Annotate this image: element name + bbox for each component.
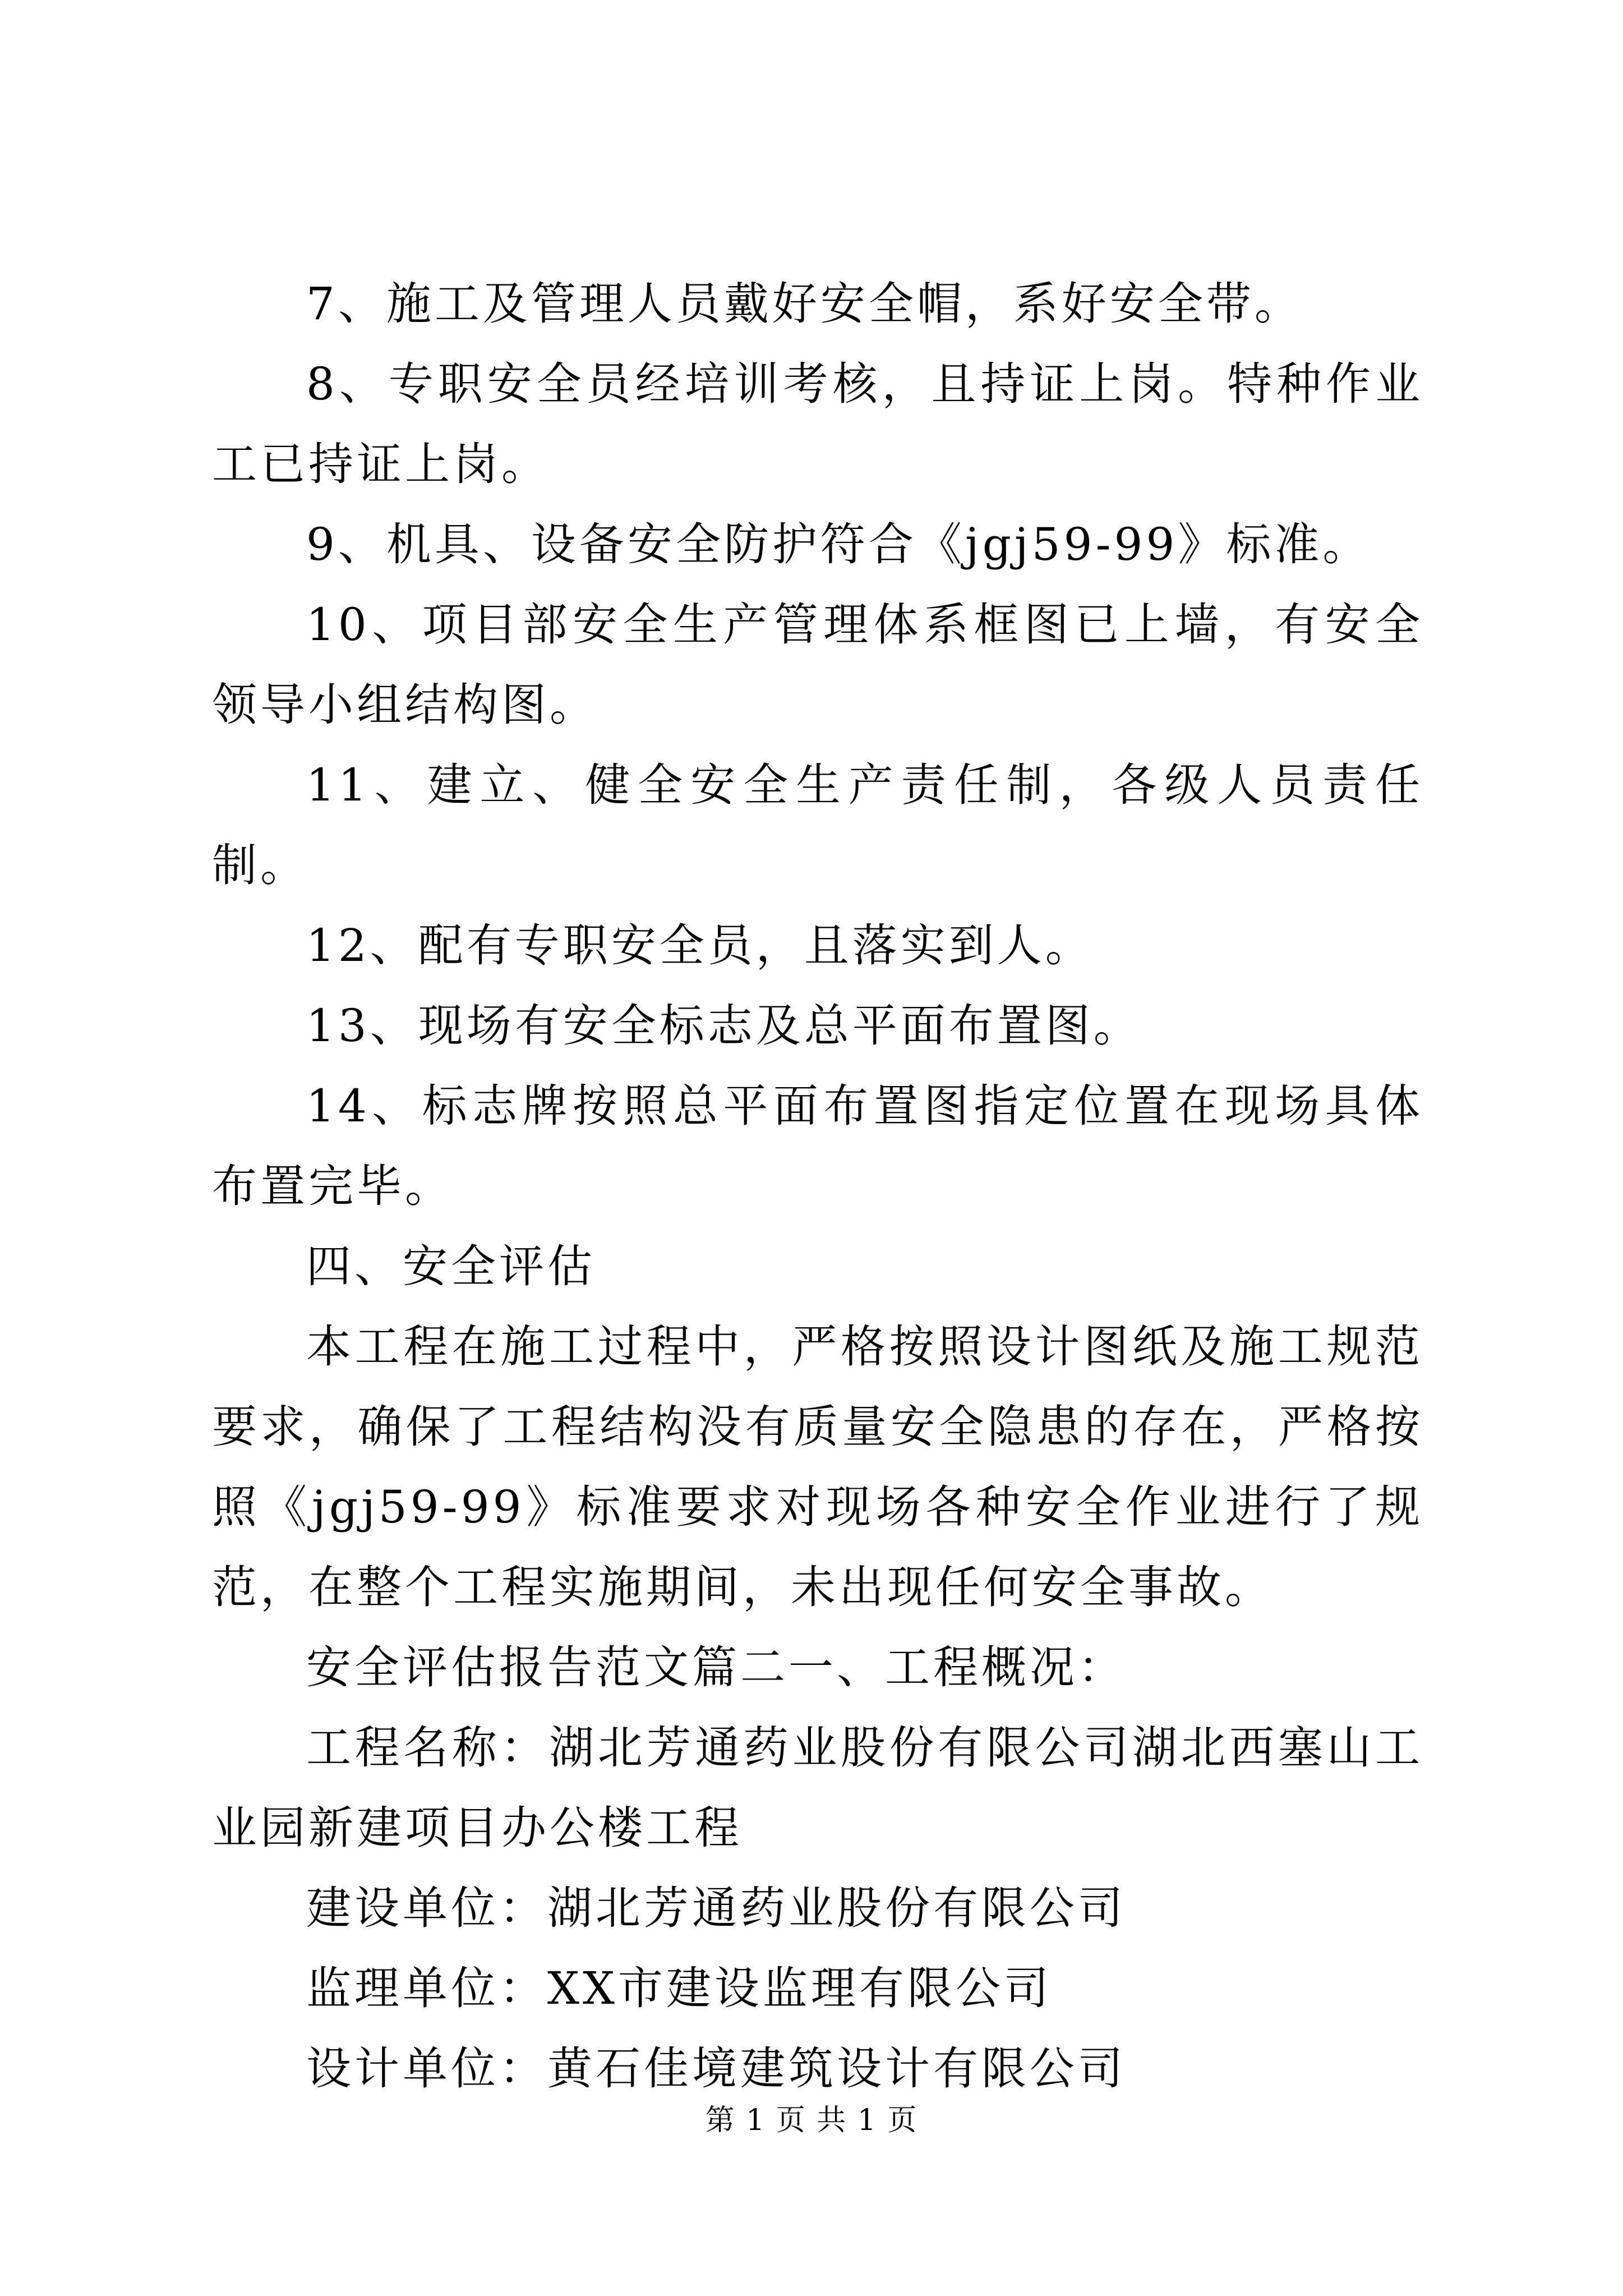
page-footer: [0, 2101, 1623, 2140]
paragraph-item-9: 9、机具、设备安全防护符合《jgj59-99》标准。: [306, 518, 1371, 570]
paragraph-item-8: 8、专职安全员经培训考核，且持证上岗。特种作业工已持证上岗。: [212, 358, 1423, 490]
section-heading-safety-assessment: 四、安全评估: [306, 1240, 596, 1292]
project-name: 工程名称：湖北芳通药业股份有限公司湖北西塞山工业园新建项目办公楼工程: [212, 1722, 1423, 1854]
paragraph-item-14: 14、标志牌按照总平面布置图指定位置在现场具体布置完毕。: [212, 1080, 1423, 1212]
paragraph-item-7: 7、施工及管理人员戴好安全帽，系好安全带。: [306, 278, 1303, 330]
paragraph-item-11: 11、建立、健全安全生产责任制，各级人员责任制。: [212, 759, 1423, 891]
paragraph-assessment-body: 本工程在施工过程中，严格按照设计图纸及施工规范要求，确保了工程结构没有质量安全隐患的存在，严格按照《jgj59-99》标准要求对现场各种安全作业进行了规范，在整个工程实施期间，未出现任何安全事故。: [212, 1320, 1423, 1613]
supervision-unit: 监理单位：XX市建设监理有限公司: [306, 1962, 1052, 2014]
construction-unit: 建设单位：湖北芳通药业股份有限公司: [306, 1882, 1126, 1934]
section-heading-project-overview: 安全评估报告范文篇二一、工程概况：: [306, 1641, 1126, 1694]
paragraph-item-13: 13、现场有安全标志及总平面布置图。: [306, 1000, 1142, 1052]
document-body: [212, 264, 1423, 2109]
paragraph-item-10: 10、项目部安全生产管理体系框图已上墙，有安全领导小组结构图。: [212, 599, 1423, 731]
design-unit: 设计单位：黄石佳境建筑设计有限公司: [306, 2042, 1126, 2095]
paragraph-item-12: 12、配有专职安全员，且落实到人。: [306, 919, 1094, 972]
page-number-label: 第 1 页 共 1 页: [705, 2104, 918, 2137]
